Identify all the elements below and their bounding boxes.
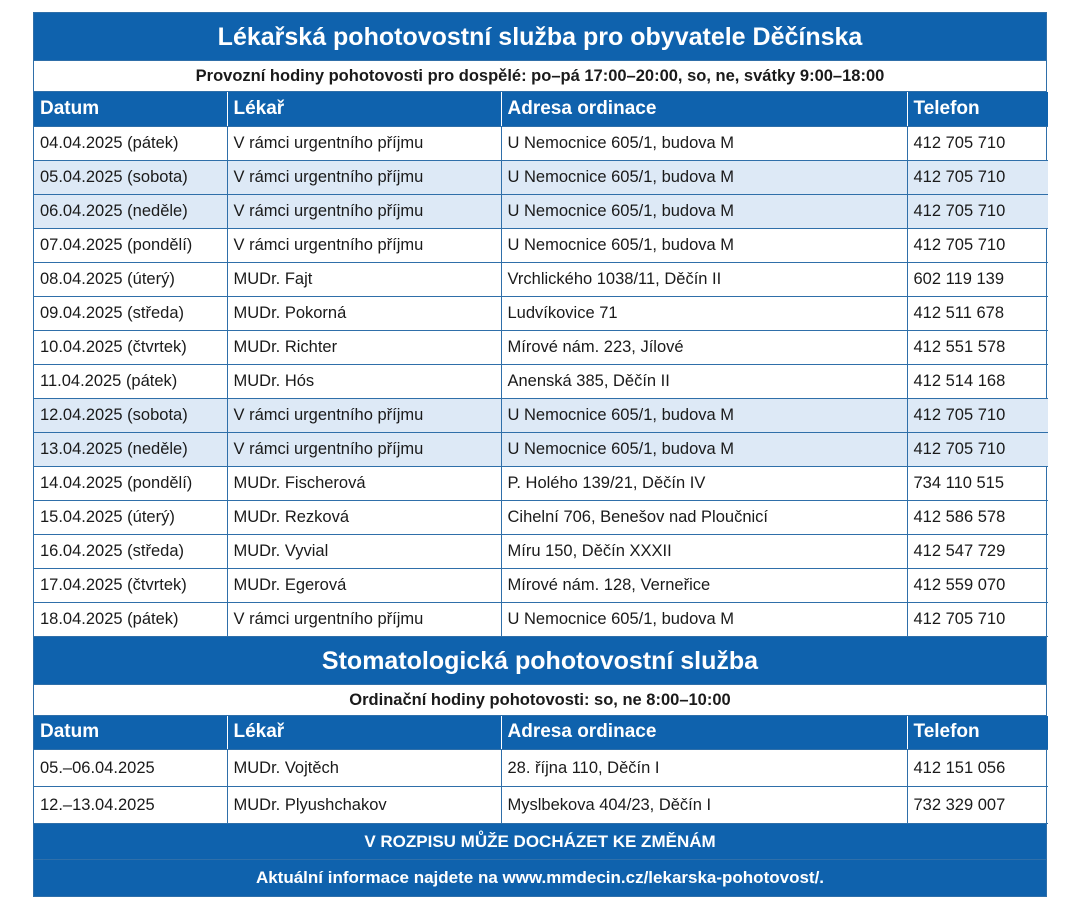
- address-cell: Myslbekova 404/23, Děčín I: [501, 787, 907, 824]
- table-row: [34, 500, 1048, 534]
- address-cell: Vrchlického 1038/11, Děčín II: [501, 262, 907, 296]
- phone-cell: 412 705 710: [907, 432, 1048, 466]
- date-cell: 05.–06.04.2025: [34, 750, 227, 787]
- address-cell: U Nemocnice 605/1, budova M: [501, 432, 907, 466]
- phone-cell: 412 511 678: [907, 296, 1048, 330]
- table-row: [34, 787, 1048, 824]
- table-header-row: [34, 92, 1048, 126]
- table-row: [34, 568, 1048, 602]
- address-cell: P. Holého 139/21, Děčín IV: [501, 466, 907, 500]
- table-row: [34, 602, 1048, 636]
- date-cell: 10.04.2025 (čtvrtek): [34, 330, 227, 364]
- phone-cell: 412 705 710: [907, 194, 1048, 228]
- phone-cell: 734 110 515: [907, 466, 1048, 500]
- address-cell: U Nemocnice 605/1, budova M: [501, 602, 907, 636]
- column-header-phone: Telefon: [907, 716, 1048, 750]
- address-cell: 28. října 110, Děčín I: [501, 750, 907, 787]
- phone-cell: 412 705 710: [907, 160, 1048, 194]
- date-cell: 12.04.2025 (sobota): [34, 398, 227, 432]
- address-cell: Cihelní 706, Benešov nad Ploučnicí: [501, 500, 907, 534]
- phone-cell: 412 705 710: [907, 602, 1048, 636]
- column-header-date: Datum: [34, 716, 227, 750]
- column-header-doctor: Lékař: [227, 92, 501, 126]
- doctor-cell: MUDr. Vojtěch: [227, 750, 501, 787]
- date-cell: 18.04.2025 (pátek): [34, 602, 227, 636]
- table-row: [34, 296, 1048, 330]
- phone-cell: 602 119 139: [907, 262, 1048, 296]
- doctor-cell: V rámci urgentního příjmu: [227, 602, 501, 636]
- page-title: Lékařská pohotovostní služba pro obyvatele Děčínska: [34, 13, 1046, 61]
- date-cell: 11.04.2025 (pátek): [34, 364, 227, 398]
- doctor-cell: MUDr. Pokorná: [227, 296, 501, 330]
- doctor-cell: MUDr. Hós: [227, 364, 501, 398]
- table-row: [34, 534, 1048, 568]
- date-cell: 13.04.2025 (neděle): [34, 432, 227, 466]
- dental-schedule-table: [34, 716, 1048, 825]
- phone-cell: 412 547 729: [907, 534, 1048, 568]
- date-cell: 07.04.2025 (pondělí): [34, 228, 227, 262]
- doctor-cell: MUDr. Egerová: [227, 568, 501, 602]
- phone-cell: 412 514 168: [907, 364, 1048, 398]
- table-row: [34, 262, 1048, 296]
- table-row: [34, 364, 1048, 398]
- phone-cell: 412 151 056: [907, 750, 1048, 787]
- doctor-cell: MUDr. Plyushchakov: [227, 787, 501, 824]
- adult-hours: Provozní hodiny pohotovosti pro dospělé: po–pá 17:00–20:00, so, ne, svátky 9:00–18:00: [34, 61, 1046, 92]
- table-row: [34, 126, 1048, 160]
- phone-cell: 412 705 710: [907, 126, 1048, 160]
- address-cell: Míru 150, Děčín XXXII: [501, 534, 907, 568]
- adult-schedule-table: [34, 92, 1048, 637]
- phone-cell: 412 586 578: [907, 500, 1048, 534]
- table-row: [34, 398, 1048, 432]
- doctor-cell: MUDr. Richter: [227, 330, 501, 364]
- doctor-cell: MUDr. Vyvial: [227, 534, 501, 568]
- phone-cell: 412 705 710: [907, 398, 1048, 432]
- date-cell: 09.04.2025 (středa): [34, 296, 227, 330]
- doctor-cell: V rámci urgentního příjmu: [227, 228, 501, 262]
- address-cell: Ludvíkovice 71: [501, 296, 907, 330]
- doctor-cell: MUDr. Fischerová: [227, 466, 501, 500]
- info-footer: Aktuální informace najdete na www.mmdecin.cz/lekarska-pohotovost/.: [34, 860, 1046, 896]
- dental-title: Stomatologická pohotovostní služba: [34, 637, 1046, 685]
- table-row: [34, 466, 1048, 500]
- dental-hours: Ordinační hodiny pohotovosti: so, ne 8:00–10:00: [34, 685, 1046, 716]
- column-header-address: Adresa ordinace: [501, 92, 907, 126]
- date-cell: 17.04.2025 (čtvrtek): [34, 568, 227, 602]
- address-cell: U Nemocnice 605/1, budova M: [501, 194, 907, 228]
- table-row: [34, 330, 1048, 364]
- date-cell: 16.04.2025 (středa): [34, 534, 227, 568]
- table-row: [34, 194, 1048, 228]
- date-cell: 08.04.2025 (úterý): [34, 262, 227, 296]
- column-header-address: Adresa ordinace: [501, 716, 907, 750]
- doctor-cell: V rámci urgentního příjmu: [227, 432, 501, 466]
- date-cell: 06.04.2025 (neděle): [34, 194, 227, 228]
- column-header-doctor: Lékař: [227, 716, 501, 750]
- doctor-cell: V rámci urgentního příjmu: [227, 398, 501, 432]
- column-header-date: Datum: [34, 92, 227, 126]
- doctor-cell: V rámci urgentního příjmu: [227, 194, 501, 228]
- phone-cell: 412 551 578: [907, 330, 1048, 364]
- schedule-sheet: [33, 12, 1047, 897]
- doctor-cell: V rámci urgentního příjmu: [227, 160, 501, 194]
- date-cell: 04.04.2025 (pátek): [34, 126, 227, 160]
- address-cell: Mírové nám. 128, Verneřice: [501, 568, 907, 602]
- address-cell: U Nemocnice 605/1, budova M: [501, 228, 907, 262]
- date-cell: 12.–13.04.2025: [34, 787, 227, 824]
- table-row: [34, 432, 1048, 466]
- doctor-cell: MUDr. Fajt: [227, 262, 501, 296]
- address-cell: Anenská 385, Děčín II: [501, 364, 907, 398]
- column-header-phone: Telefon: [907, 92, 1048, 126]
- dental-schedule-body: [34, 750, 1048, 824]
- date-cell: 05.04.2025 (sobota): [34, 160, 227, 194]
- doctor-cell: V rámci urgentního příjmu: [227, 126, 501, 160]
- phone-cell: 412 559 070: [907, 568, 1048, 602]
- address-cell: U Nemocnice 605/1, budova M: [501, 160, 907, 194]
- adult-schedule-body: [34, 126, 1048, 636]
- phone-cell: 732 329 007: [907, 787, 1048, 824]
- date-cell: 14.04.2025 (pondělí): [34, 466, 227, 500]
- table-row: [34, 750, 1048, 787]
- address-cell: U Nemocnice 605/1, budova M: [501, 126, 907, 160]
- table-header-row: [34, 716, 1048, 750]
- changes-notice: V ROZPISU MŮŽE DOCHÁZET KE ZMĚNÁM: [34, 824, 1046, 860]
- doctor-cell: MUDr. Rezková: [227, 500, 501, 534]
- address-cell: U Nemocnice 605/1, budova M: [501, 398, 907, 432]
- phone-cell: 412 705 710: [907, 228, 1048, 262]
- table-row: [34, 228, 1048, 262]
- table-row: [34, 160, 1048, 194]
- date-cell: 15.04.2025 (úterý): [34, 500, 227, 534]
- address-cell: Mírové nám. 223, Jílové: [501, 330, 907, 364]
